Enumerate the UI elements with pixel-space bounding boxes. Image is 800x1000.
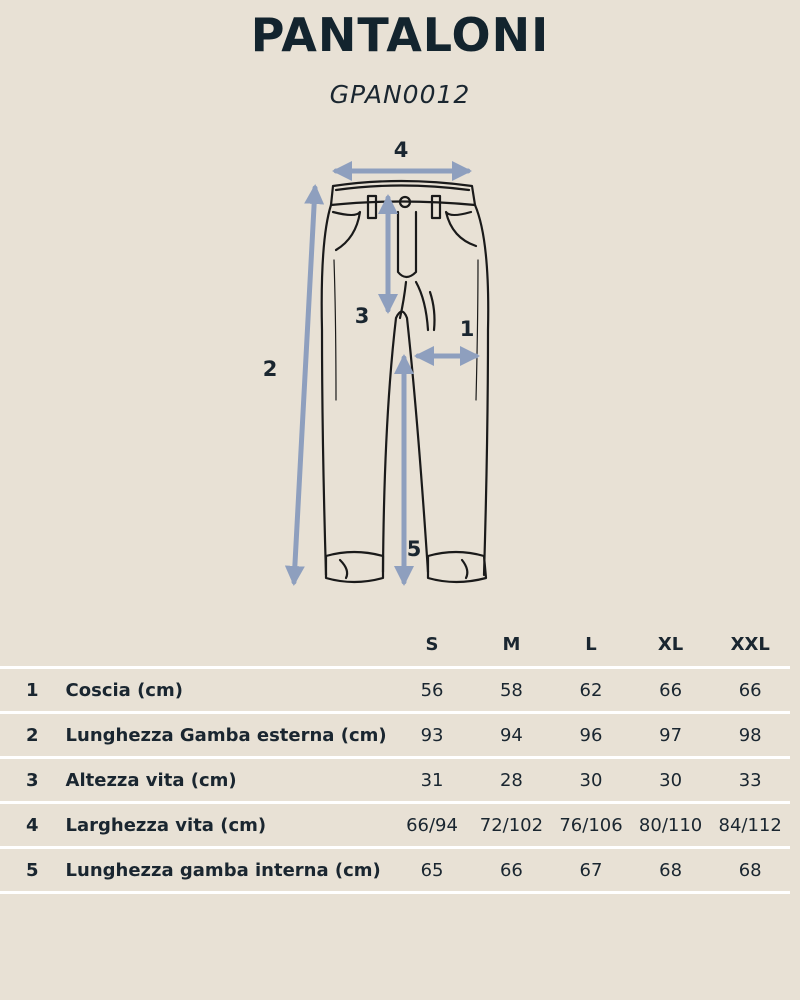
- row-value: 84/112: [710, 803, 790, 848]
- size-header: S: [392, 622, 471, 668]
- row-value: 58: [472, 668, 552, 713]
- measure-label-2: 2: [262, 357, 278, 381]
- row-value: 62: [551, 668, 631, 713]
- row-value: 68: [710, 848, 790, 893]
- row-value: 80/110: [631, 803, 711, 848]
- row-value: 97: [631, 713, 711, 758]
- table-row: [0, 758, 790, 803]
- table-row: [0, 803, 790, 848]
- table-row: [0, 668, 790, 713]
- row-value: 66: [472, 848, 552, 893]
- row-value: 96: [551, 713, 631, 758]
- row-label: Larghezza vita (cm): [65, 803, 393, 848]
- row-value: 67: [551, 848, 631, 893]
- table-row: [0, 848, 790, 893]
- row-value: 76/106: [551, 803, 631, 848]
- row-value: 66: [710, 668, 790, 713]
- row-label: Altezza vita (cm): [65, 758, 393, 803]
- row-label: Lunghezza gamba interna (cm): [65, 848, 393, 893]
- measure-label-3: 3: [354, 304, 370, 328]
- row-number: 4: [0, 803, 65, 848]
- size-header: M: [472, 622, 552, 668]
- row-number: 2: [0, 713, 65, 758]
- row-value: 66: [631, 668, 711, 713]
- row-number: 1: [0, 668, 65, 713]
- header-spacer: [0, 622, 65, 668]
- size-header: XL: [631, 622, 711, 668]
- header-spacer: [65, 622, 393, 668]
- row-value: 30: [551, 758, 631, 803]
- row-value: 56: [392, 668, 471, 713]
- measure-label-5: 5: [406, 537, 422, 561]
- row-value: 93: [392, 713, 471, 758]
- row-label: Lunghezza Gamba esterna (cm): [65, 713, 393, 758]
- row-value: 30: [631, 758, 711, 803]
- measure-label-4: 4: [393, 138, 409, 162]
- row-value: 72/102: [472, 803, 552, 848]
- row-value: 94: [472, 713, 552, 758]
- row-value: 31: [392, 758, 471, 803]
- row-value: 33: [710, 758, 790, 803]
- table-row: [0, 713, 790, 758]
- row-value: 65: [392, 848, 471, 893]
- row-value: 66/94: [392, 803, 471, 848]
- size-header-row: [0, 622, 790, 668]
- row-number: 5: [0, 848, 65, 893]
- size-header: L: [551, 622, 631, 668]
- size-header: XXL: [710, 622, 790, 668]
- row-value: 28: [472, 758, 552, 803]
- row-label: Coscia (cm): [65, 668, 393, 713]
- row-value: 68: [631, 848, 711, 893]
- row-number: 3: [0, 758, 65, 803]
- size-table: [0, 622, 790, 894]
- product-code: GPAN0012: [329, 80, 471, 109]
- row-value: 98: [710, 713, 790, 758]
- arrow-2: [294, 188, 315, 582]
- measure-label-1: 1: [459, 317, 475, 341]
- page-title: PANTALONI: [250, 8, 550, 62]
